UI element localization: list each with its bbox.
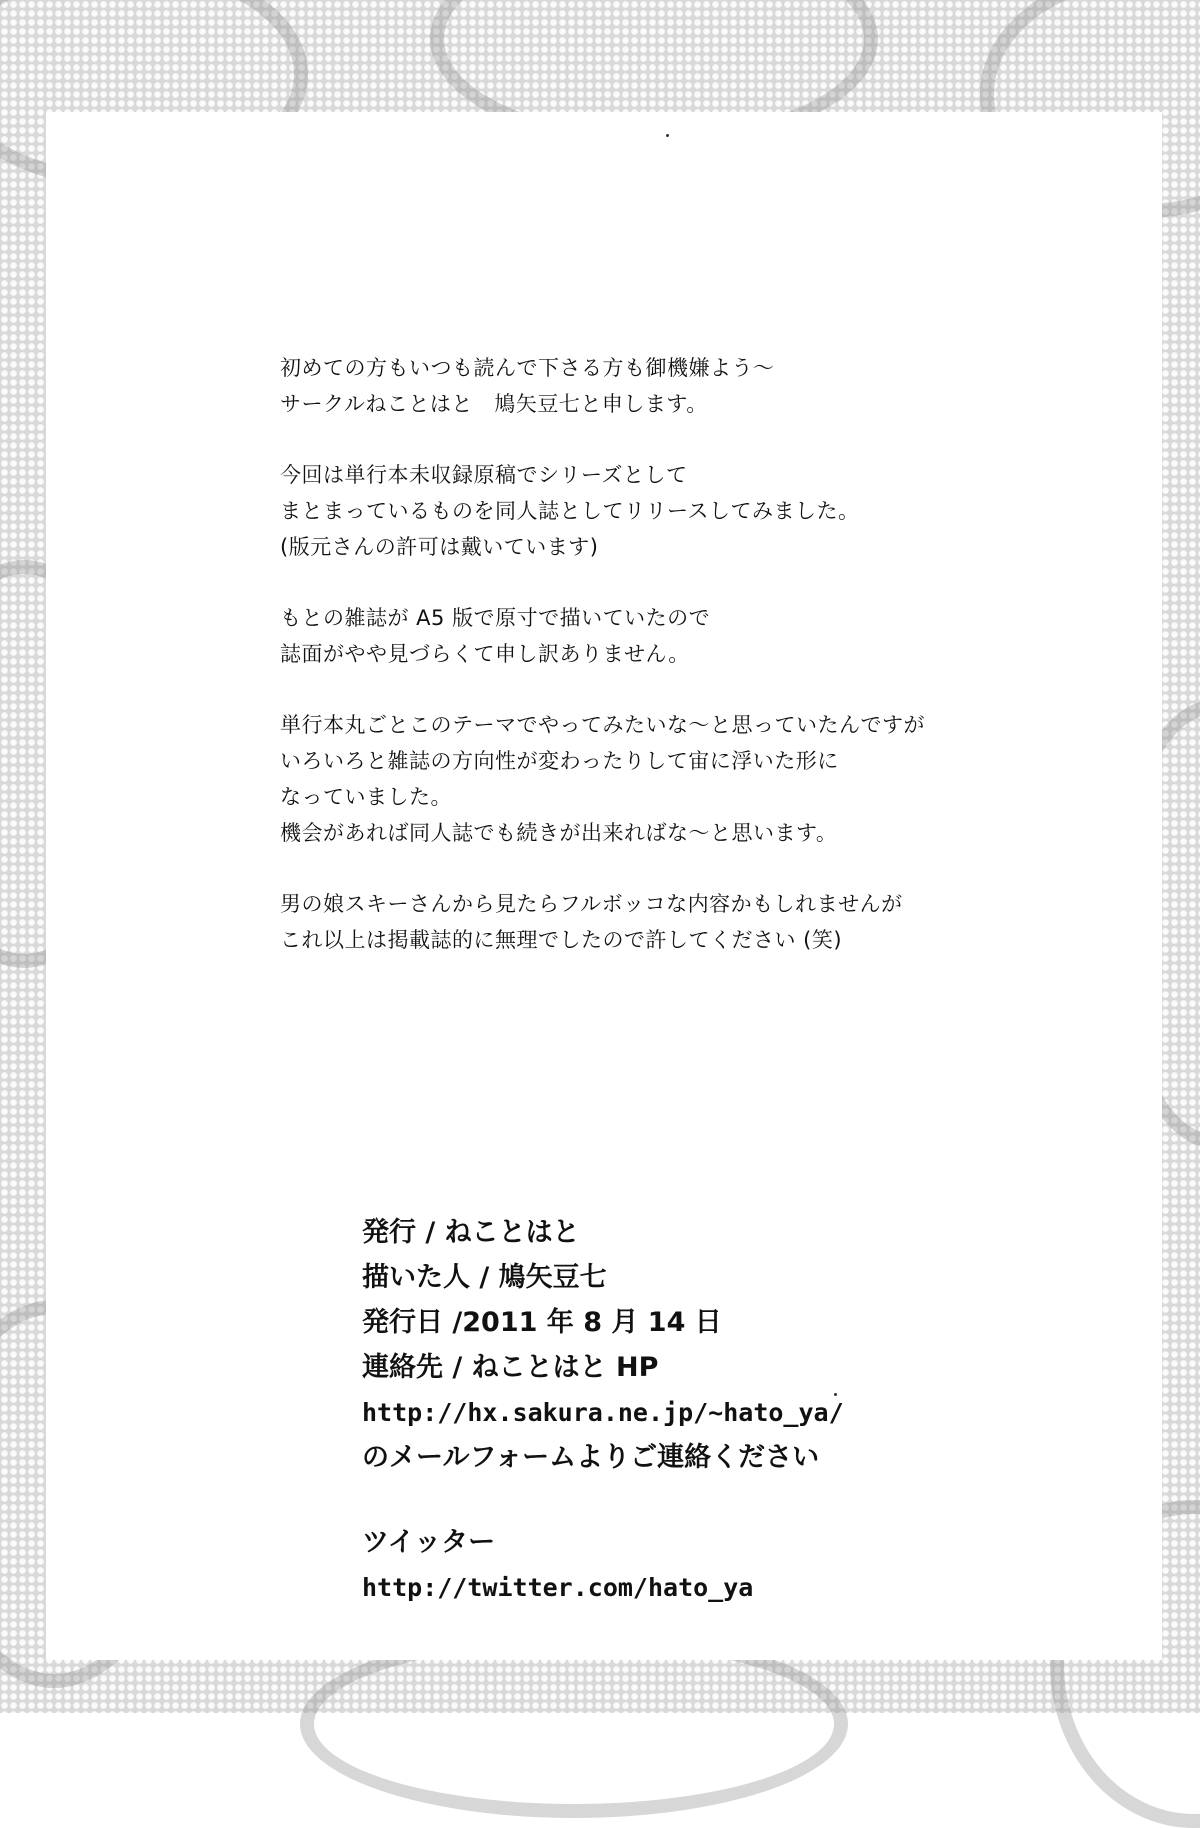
twitter-label: ツイッター (362, 1527, 496, 1558)
paragraph (280, 600, 1020, 672)
text-line: サークルねことはと 鳩矢豆七と申します。 (280, 392, 708, 416)
text-line: 初めての方もいつも読んで下さる方も御機嫌よう～ (280, 356, 775, 380)
contact-note: のメールフォームよりご連絡ください (362, 1442, 820, 1473)
text-line: まとまっているものを同人誌としてリリースしてみました。 (280, 499, 860, 523)
text-line: もとの雑誌が A5 版で原寸で描いていたので (280, 606, 711, 630)
text-line: なっていました。 (280, 785, 452, 809)
paragraph (280, 457, 1020, 565)
paragraph (280, 707, 1020, 851)
publisher-line: 発行 / ねことはと (362, 1217, 580, 1248)
colophon (362, 1210, 1062, 1610)
twitter-url: http://twitter.com/hato_ya (362, 1573, 754, 1602)
text-line: いろいろと雑誌の方向性が変わったりして宙に浮いた形に (280, 749, 839, 773)
spacer (362, 1480, 1062, 1520)
paragraph (280, 886, 1020, 958)
contact-line: 連絡先 / ねことはと HP (362, 1352, 659, 1383)
text-line: 誌面がやや見づらくて申し訳ありません。 (280, 642, 690, 666)
text-line: これ以上は掲載誌的に無理でしたので許してください (笑) (280, 928, 843, 952)
text-line: 今回は単行本未収録原稿でシリーズとして (280, 463, 688, 487)
homepage-url: http://hx.sakura.ne.jp/~hato_ya/ (362, 1398, 844, 1427)
artist-line: 描いた人 / 鳩矢豆七 (362, 1262, 607, 1293)
print-speck (666, 134, 669, 137)
text-line: 単行本丸ごとこのテーマでやってみたいな～と思っていたんですが (280, 713, 925, 737)
paragraph (280, 350, 1020, 422)
text-line: (版元さんの許可は戴いています) (280, 535, 599, 559)
text-line: 機会があれば同人誌でも続きが出来ればな～と思います。 (280, 821, 838, 845)
afterword-text (280, 350, 1020, 993)
publish-date-line: 発行日 /2011 年 8 月 14 日 (362, 1307, 722, 1338)
text-line: 男の娘スキーさんから見たらフルボッコな内容かもしれませんが (280, 892, 903, 916)
